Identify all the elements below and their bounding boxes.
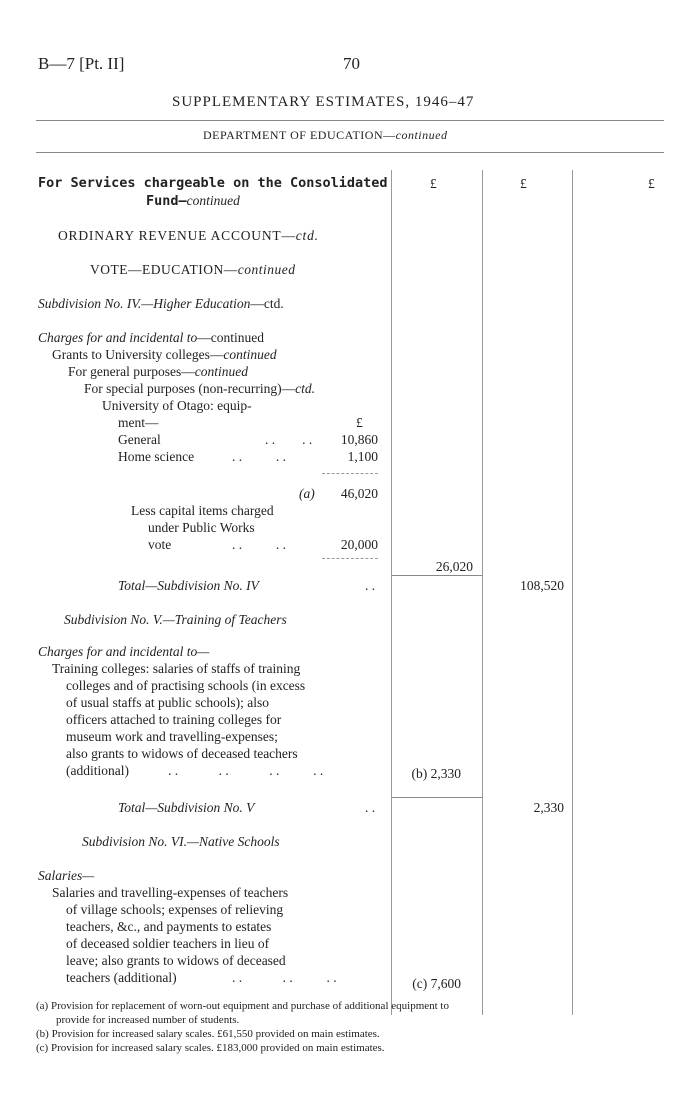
subdiv4-total-label: Total—Subdivision No. IV — [118, 578, 259, 593]
subdiv5-text-line: officers attached to training colleges for — [66, 712, 282, 727]
subdiv6-text-line: of village schools; expenses of relieving — [66, 902, 284, 917]
subdiv5-text-line: also grants to widows of deceased teachers — [66, 746, 298, 761]
subdiv6-heading: Subdivision No. VI.—Native Schools — [82, 834, 280, 849]
subdiv6-value: (c) 7,600 — [412, 976, 461, 991]
section-heading-line2: Fund—continued — [146, 193, 240, 209]
item-home-label: Home science — [118, 449, 195, 464]
subdiv5-value: (b) 2,330 — [411, 766, 461, 781]
subdiv4-grants: Grants to University colleges—continued — [52, 347, 277, 362]
col3-symbol: £ — [648, 176, 655, 191]
department-heading: DEPARTMENT OF EDUCATION—continued — [203, 128, 448, 142]
subdiv5-text-line: museum work and travelling-expenses; — [66, 729, 278, 744]
leader-dots: . . . . — [232, 449, 286, 464]
leader-dots: . . . . — [265, 432, 313, 447]
subdiv6-text-line: teachers (additional) — [66, 970, 177, 985]
less-value: 20,000 — [340, 537, 378, 552]
item-home-value: 1,100 — [347, 449, 378, 464]
col1-total-rule — [392, 797, 482, 798]
subdiv6-text-line: Salaries and travelling-expenses of teachers — [52, 885, 289, 900]
leader-dots: . . . . . . . . — [168, 763, 324, 778]
subdiv6-text-line: of deceased soldier teachers in lieu of — [66, 936, 270, 951]
otago-inner-symbol: £ — [356, 415, 363, 430]
footnote-a-line1: (a) Provision for replacement of worn-out equipment and purchase of additional equipment to — [36, 1000, 449, 1012]
footnote-a-line2: provide for increased number of students. — [56, 1014, 240, 1026]
page-number: 70 — [343, 54, 360, 73]
page-ref: B—7 [Pt. II] — [38, 54, 125, 73]
subdiv5-total-label: Total—Subdivision No. V — [118, 800, 255, 815]
subdiv4-total-value: 108,520 — [520, 578, 564, 593]
less-line1: Less capital items charged — [131, 503, 274, 518]
subdiv5-text-line: Training colleges: salaries of staffs of training — [52, 661, 301, 676]
less-line2: under Public Works — [148, 520, 255, 535]
subdiv6-text-line: leave; also grants to widows of deceased — [66, 953, 286, 968]
col1-symbol: £ — [430, 176, 437, 191]
vote-heading: VOTE—EDUCATION—continued — [90, 262, 296, 277]
subdiv4-special: For special purposes (non-recurring)—ctd. — [84, 381, 315, 396]
footnote-b: (b) Provision for increased salary scales. £61,550 provided on main estimates. — [36, 1028, 380, 1040]
leader-dots: . . — [365, 578, 376, 593]
note-a-marker: (a) — [299, 486, 315, 501]
subdiv5-text-line: colleges and of practising schools (in excess — [66, 678, 306, 693]
subdiv5-text-line: of usual staffs at public schools); also — [66, 695, 269, 710]
subdiv5-total-value: 2,330 — [533, 800, 564, 815]
section-heading-line1: For Services chargeable on the Consolidated — [38, 175, 388, 191]
subdiv5-text-line: (additional) — [66, 763, 129, 778]
account-heading: ORDINARY REVENUE ACCOUNT—ctd. — [58, 228, 319, 243]
column-rule-1 — [391, 170, 392, 1015]
subtotal-rule — [322, 473, 378, 474]
subdiv4-heading: Subdivision No. IV.—Higher Education—ctd. — [38, 296, 284, 311]
subtotal-value: 46,020 — [340, 486, 378, 501]
leader-dots: . . . . . . — [232, 970, 337, 985]
subdiv4-charges: Charges for and incidental to—continued — [38, 330, 264, 345]
subdiv4-general: For general purposes—continued — [68, 364, 248, 379]
col2-symbol: £ — [520, 176, 527, 191]
footnote-c: (c) Provision for increased salary scales. £183,000 provided on main estimates. — [36, 1042, 385, 1054]
department-rule — [36, 152, 664, 153]
column-rule-3 — [572, 170, 573, 1015]
subdiv4-col1-value: 26,020 — [435, 559, 473, 574]
subdiv6-salaries: Salaries— — [38, 868, 95, 883]
otago-line2: ment— — [118, 415, 159, 430]
page-title: SUPPLEMENTARY ESTIMATES, 1946–47 — [172, 94, 475, 110]
col1-total-rule — [392, 575, 482, 576]
less-line3: vote — [148, 537, 172, 552]
subdiv5-heading: Subdivision No. V.—Training of Teachers — [64, 612, 287, 627]
column-rule-2 — [482, 170, 483, 1015]
item-general-label: General — [118, 432, 161, 447]
subdiv5-charges: Charges for and incidental to— — [38, 644, 210, 659]
leader-dots: . . . . — [232, 537, 286, 552]
less-rule — [322, 558, 378, 559]
leader-dots: . . — [365, 800, 376, 815]
item-general-value: 10,860 — [340, 432, 378, 447]
subdiv6-text-line: teachers, &c., and payments to estates — [66, 919, 272, 934]
title-rule — [36, 120, 664, 121]
otago-line1: University of Otago: equip- — [102, 398, 252, 413]
